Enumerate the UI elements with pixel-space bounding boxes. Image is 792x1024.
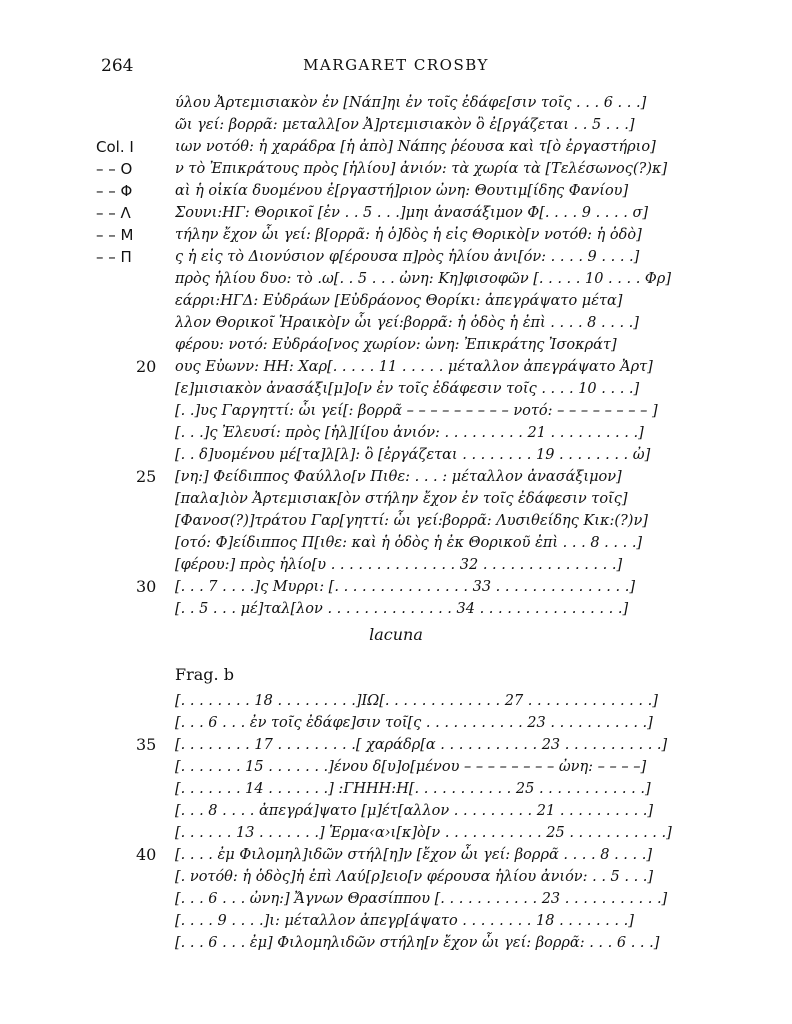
line-margin: [96, 334, 156, 356]
inscription-line: Σουνι:ΗΓ: Θορικοῖ [ἐν . . 5 . . .]μηι ἀνασάξιμον Φ[. . . . 9 . . . . σ]: [175, 205, 648, 221]
inscription-line: [. . . . . . 13 . . . . . . .] Ἑρμα‹α›ι[κ]ὸ[ν . . . . . . . . . . . 25 . . . . . . . . . . .]: [175, 825, 672, 841]
line-margin: [96, 488, 156, 510]
inscription-line: ς ἡ εἰς τὸ Διονύσιον φ[έρουσα π]ρὸς ἡλίου ἀνι[όν: . . . . 9 . . . .]: [175, 249, 640, 265]
line-number: 30: [136, 577, 157, 596]
inscription-line: [. . . . ἐμ Φιλομηλ]ιδῶν στήλ[η]ν [ἔχον ὧι γεί: βορρᾶ . . . . 8 . . . .]: [175, 847, 652, 863]
inscription-line: λλον Θορικοῖ Ἡραικὸ[ν ὧι γεί:βορρᾶ: ἡ ὁδὸς ἡ ἐπὶ . . . . 8 . . . .]: [175, 315, 639, 331]
line-number: 35: [136, 735, 157, 754]
inscription-line: [. . . . 9 . . . .]ι: μέταλλον ἀπεγρ[άψατο . . . . . . . . 18 . . . . . . . .]: [175, 913, 634, 929]
page-number: 264: [101, 56, 134, 76]
page-header: [0, 56, 792, 80]
line-margin: [96, 444, 156, 466]
inscription-line: [. . . 6 . . . ὠνη:] Ἄγνων Θρασίππου [. . . . . . . . . . . 23 . . . . . . . . . . .]: [175, 891, 668, 907]
line-margin: [96, 888, 156, 910]
inscription-line: [. . 5 . . . μέ]ταλ[λον . . . . . . . . . . . . . . 34 . . . . . . . . . . . . . . . .]: [175, 601, 629, 617]
inscription-line: φέρου: νοτό: Εὐδράο[νος χωρίον: ὠνη: Ἐπικράτης Ἰσοκράτ]: [175, 337, 617, 353]
inscription-line: [. . .]ς Ἐλευσί: πρὸς [ἡλ][ί[ου ἀνιόν: . . . . . . . . . 21 . . . . . . . . . .]: [175, 425, 644, 441]
line-margin: [96, 910, 156, 932]
line-margin: [96, 422, 156, 444]
inscription-line: ύλου Ἀρτεμισιακὸν ἐν [Νάπ]ηι ἐν τοῖς ἐδάφε[σιν τοῖς . . . 6 . . .]: [175, 95, 647, 111]
line-margin: – – Φ: [96, 182, 133, 200]
line-number: 40: [136, 845, 157, 864]
line-margin: [96, 866, 156, 888]
line-margin: [96, 378, 156, 400]
line-margin: – – O: [96, 160, 133, 178]
inscription-line: εάρρι:ΗΓΔ: Εὐδράων [Εὐδράονος Θορίκι: ἀπεγράψατο μέτα]: [175, 293, 623, 309]
inscription-line: [. . . 7 . . . .]ς Μυρρι: [. . . . . . . . . . . . . . . 33 . . . . . . . . . . . . . . .]: [175, 579, 635, 595]
inscription-line: ῶι γεί: βορρᾶ: μεταλλ[ον Ἀ]ρτεμισιακὸν ὃ ἐ[ργάζεται . . 5 . . .]: [175, 117, 635, 133]
inscription-line: [. . . 6 . . . ἐν τοῖς ἐδάφε]σιν τοῖ[ς . . . . . . . . . . . 23 . . . . . . . . . . .]: [175, 715, 653, 731]
line-margin: [96, 290, 156, 312]
inscription-line: [νη:] Φείδιππος Φαύλλο[ν Πιθε: . . . : μέταλλον ἀνασάξιμον]: [175, 469, 622, 485]
inscription-line: [οτό: Φ]είδιππος Π[ιθε: καὶ ἡ ὁδὸς ἡ ἐκ Θορικοῦ ἐπὶ . . . 8 . . . .]: [175, 535, 643, 551]
line-margin: [96, 822, 156, 844]
inscription-line: [Φανοσ(?)]τράτου Γαρ[γηττί: ὧι γεί:βορρᾶ: Λυσιθείδης Κικ:(?)ν]: [175, 513, 648, 529]
line-margin: [96, 268, 156, 290]
line-margin: [96, 532, 156, 554]
line-margin: [96, 312, 156, 334]
inscription-line: αὶ ἡ οἰκία δυομένου ἐ[ργαστή]ριον ὠνη: Θουτιμ[ίδης Φανίου]: [175, 183, 629, 199]
line-margin: – – Λ: [96, 204, 131, 222]
column-label: Col. I: [96, 138, 134, 156]
line-margin: [96, 598, 156, 620]
lacuna-label: lacuna: [369, 625, 423, 644]
inscription-line: [ε]μισιακὸν ἀνασάξι[μ]ο[ν ἐν τοῖς ἐδάφεσιν τοῖς . . . . 10 . . . .]: [175, 381, 640, 397]
inscription-line: [παλα]ιὸν Ἀρτεμισιακ[ὸν στήλην ἔχον ἐν τοῖς ἐδάφεσιν τοῖς]: [175, 491, 628, 507]
inscription-line: πρὸς ἡλίου δυο: τὸ .ω[. . 5 . . . ὠνη: Κη]φισοφῶν [. . . . . 10 . . . . Φρ]: [175, 271, 671, 287]
line-margin: [96, 554, 156, 576]
inscription-line: ν τὸ Ἐπικράτους πρὸς [ἡλίου] ἀνιόν: τὰ χωρία τὰ [Τελέσωνος(?)κ]: [175, 161, 668, 177]
line-margin: [96, 92, 156, 114]
line-number: 20: [136, 357, 157, 376]
inscription-line: ους Εὐωνν: ΗΗ: Χαρ[. . . . . 11 . . . . . μέταλλον ἀπεγράψατο Ἀρτ]: [175, 359, 653, 375]
inscription-line: [. . . 6 . . . ἐμ] Φιλομηλιδῶν στήλη[ν ἔχον ὧι γεί: βορρᾶ: . . . 6 . . .]: [175, 935, 660, 951]
inscription-line: [. . . . . . . 14 . . . . . . .] :ΓΗΗΗ:Η[. . . . . . . . . . . 25 . . . . . . . . . . . .]: [175, 781, 651, 797]
inscription-line: τήλην ἔχον ὧι γεί: β[ορρᾶ: ἡ ὁ]δὸς ἡ εἰς Θορικὸ[ν νοτόθ: ἡ ὁδὸ]: [175, 227, 642, 243]
line-margin: [96, 756, 156, 778]
fragment-label: Frag. b: [175, 665, 234, 684]
line-margin: – – Π: [96, 248, 132, 266]
line-margin: [96, 690, 156, 712]
inscription-line: [. . . . . . . . 17 . . . . . . . . .[ χαράδρ[α . . . . . . . . . . . 23 . . . . . . . . . . .]: [175, 737, 668, 753]
line-margin: – – M: [96, 226, 134, 244]
inscription-line: [. . . . . . . . 18 . . . . . . . . .]ΙΩ[. . . . . . . . . . . . . 27 . . . . . . . . . . . . . .]: [175, 693, 658, 709]
inscription-line: [. .]υς Γαργηττί: ὧι γεί[: βορρᾶ – – – – – – – – – νοτό: – – – – – – – – ]: [175, 403, 658, 419]
line-margin: [96, 932, 156, 954]
inscription-line: [φέρου:] πρὸς ἡλίο[υ . . . . . . . . . . . . . . 32 . . . . . . . . . . . . . . .]: [175, 557, 623, 573]
line-margin: [96, 778, 156, 800]
line-margin: [96, 510, 156, 532]
line-margin: [96, 400, 156, 422]
line-margin: [96, 712, 156, 734]
line-margin: [96, 800, 156, 822]
inscription-line: [. . . 8 . . . . ἀπεγρά]ψατο [μ]έτ[αλλον . . . . . . . . . 21 . . . . . . . . . .]: [175, 803, 654, 819]
inscription-line: [. . δ]υομένου μέ[τα]λ[λ]: ὃ [ἐργάζεται . . . . . . . . 19 . . . . . . . . ὠ]: [175, 447, 651, 463]
running-title: MARGARET CROSBY: [303, 56, 489, 74]
line-margin: [96, 114, 156, 136]
inscription-line: [. . . . . . . 15 . . . . . . .]ένου δ[υ]ο[μένου – – – – – – – – ὠνη: – – – –]: [175, 759, 647, 775]
inscription-line: ιων νοτόθ: ἡ χαράδρα [ἡ ἀπὸ] Νάπης ῥέουσα καὶ τ[ὸ ἐργαστήριο]: [175, 139, 656, 155]
line-number: 25: [136, 467, 157, 486]
inscription-line: [. νοτόθ: ἡ ὁδὸς]ἡ ἐπὶ Λαύ[ρ]ειο[ν φέρουσα ἡλίου ἀνιόν: . . 5 . . .]: [175, 869, 654, 885]
